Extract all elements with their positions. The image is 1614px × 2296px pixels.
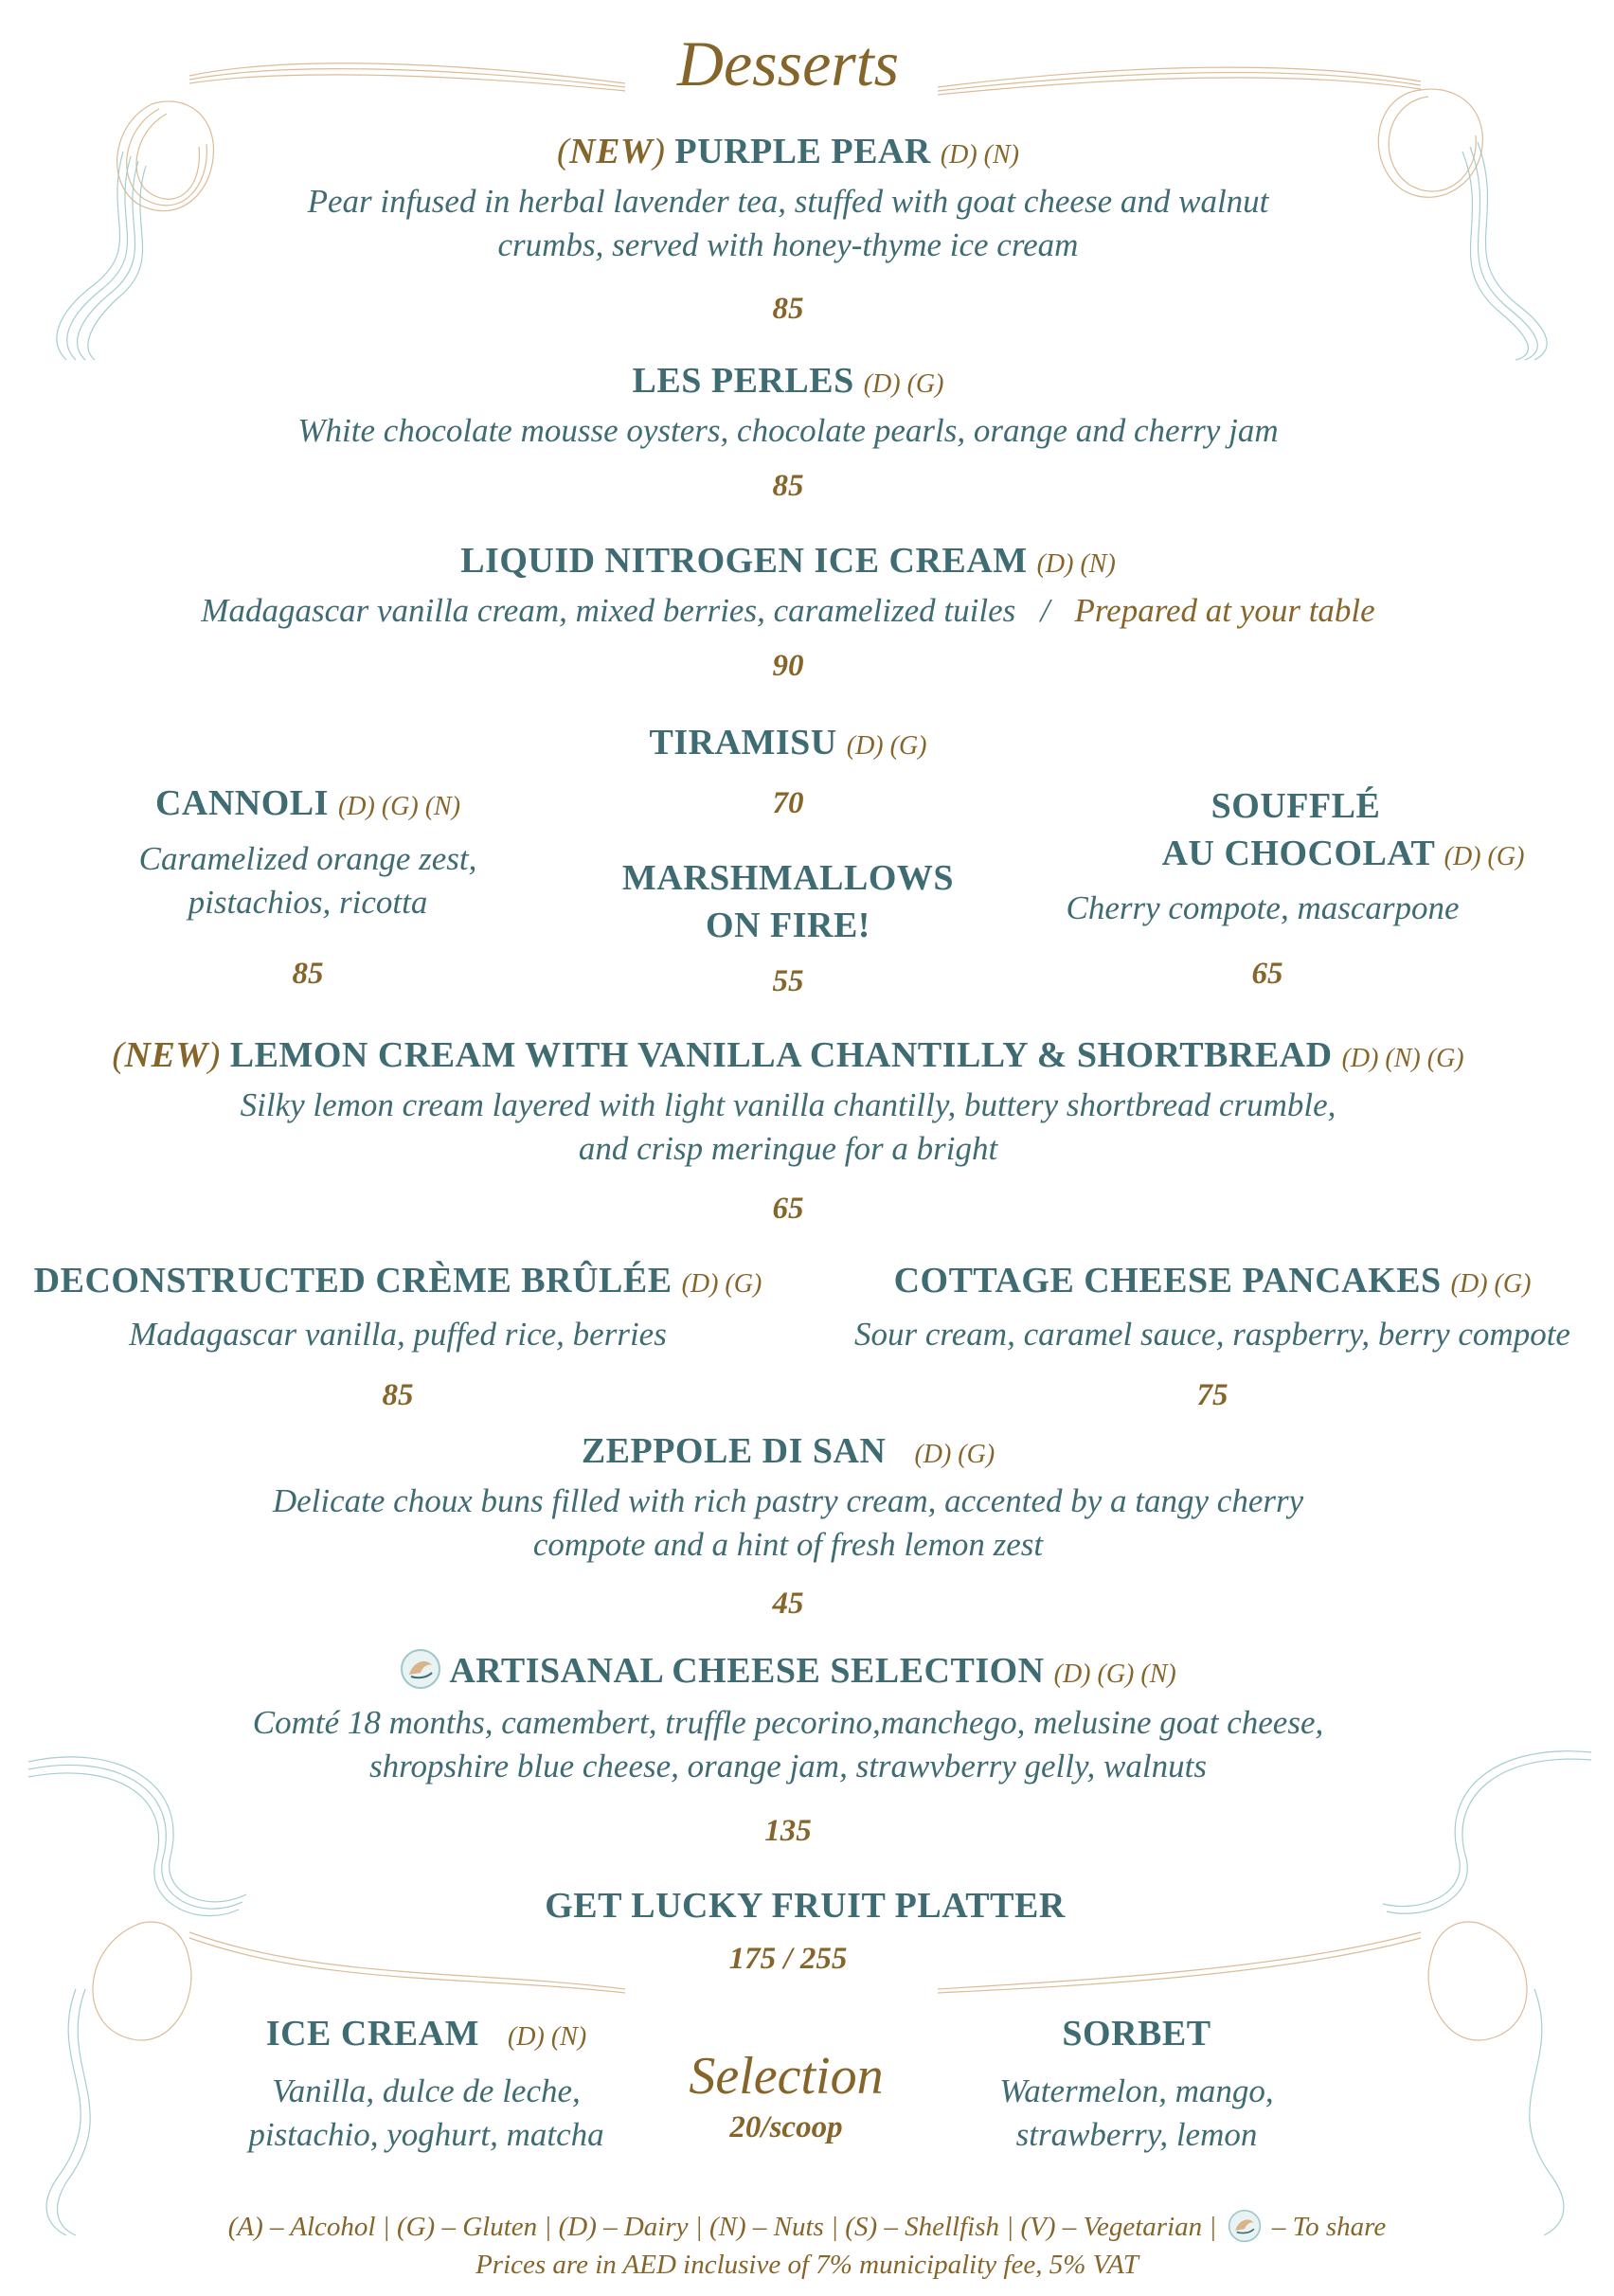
new-badge: NEW [124, 1035, 208, 1075]
item-name: CANNOLI [154, 783, 329, 823]
item-tiramisu [0, 722, 1576, 763]
item-name: ARTISANAL CHEESE SELECTION [449, 1651, 1045, 1691]
item-name: LIQUID NITROGEN ICE CREAM [460, 541, 1028, 581]
item-price: 75 [1196, 1378, 1228, 1412]
preparation-note: Prepared at your table [1074, 592, 1375, 629]
allergen-tags: (D) (G) [846, 731, 927, 761]
item-description: Pear infused in herbal lavender tea, stuffed with goat cheese and walnut [307, 183, 1269, 220]
item-name: LEMON CREAM WITH VANILLA CHANTILLY & SHORTBREAD [229, 1035, 1333, 1075]
item-description: shropshire blue cheese, orange jam, strawvberry gelly, walnuts [369, 1748, 1207, 1785]
item-description: Comté 18 months, camembert, truffle pecorino,manchego, melusine goat cheese, [252, 1704, 1324, 1741]
item-description: Silky lemon cream layered with light vanilla chantilly, buttery shortbread crumble, [240, 1086, 1336, 1123]
item-pancakes [834, 1260, 1591, 1356]
item-description: White chocolate mousse oysters, chocolate pearls, orange and cherry jam [297, 412, 1279, 449]
allergen-tags: (D) (G) [1444, 842, 1525, 871]
item-price: 90 [772, 649, 804, 683]
item-liquid-nitrogen [0, 540, 1576, 633]
item-marshmallows [551, 854, 1025, 949]
item-name: DECONSTRUCTED CRÈME BRÛLÉE [33, 1261, 672, 1300]
allergen-tags: (D) (G) (N) [1053, 1659, 1176, 1689]
item-lemon-cream: (NEW) LEMON CREAM WITH VANILLA CHANTILLY & SHORTBREAD (D) (N) (G) Silky lemon cream layered with light vanilla chantilly, buttery shortbread crumble, and crisp meringue for a bright [0, 1034, 1576, 1171]
to-share-icon [1228, 2209, 1262, 2243]
selection-price: 20/scoop [729, 2110, 843, 2144]
item-price: 55 [772, 964, 804, 998]
item-name: AU CHOCOLAT [1161, 834, 1435, 873]
allergen-tags: (D) (N) [1036, 549, 1116, 579]
item-price: 45 [772, 1587, 804, 1621]
item-name: ICE CREAM [265, 2014, 479, 2054]
to-share-icon [400, 1648, 441, 1690]
prices-note: Prices are in AED inclusive of 7% municipality fee, 5% VAT [475, 2250, 1139, 2280]
item-price: 135 [764, 1814, 812, 1848]
allergen-tags: (D) (G) [1450, 1269, 1532, 1299]
item-price: 85 [772, 292, 804, 326]
allergen-tags: (D) (N) [507, 2022, 587, 2052]
allergen-tags: (D) (G) [681, 1269, 762, 1299]
item-sorbet [900, 2013, 1373, 2157]
item-name: ON FIRE! [706, 906, 870, 945]
item-price: 175 / 255 [728, 1942, 848, 1976]
item-description: compote and a hint of fresh lemon zest [532, 1526, 1044, 1563]
item-creme-brulee [19, 1260, 777, 1356]
item-fruit-platter: GET LUCKY FRUIT PLATTER [545, 1886, 1066, 1926]
allergen-tags: (D) (G) [863, 369, 944, 399]
item-description: Caramelized orange zest, [138, 840, 477, 877]
page-title: Desserts [676, 27, 900, 99]
item-name: PURPLE PEAR [674, 132, 931, 171]
item-name: ZEPPOLE DI SAN [581, 1431, 887, 1471]
item-name: TIRAMISU [649, 723, 837, 762]
legend-share-text: – To share [1271, 2212, 1387, 2242]
item-cannoli [95, 782, 521, 924]
item-price: 85 [382, 1378, 414, 1412]
item-description: Cherry compote, mascarpone [1066, 889, 1460, 926]
allergen-tags: (D) (N) (G) [1341, 1044, 1464, 1073]
allergen-tags: (D) (G) [914, 1440, 995, 1469]
item-description: Delicate choux buns filled with rich pastry cream, accented by a tangy cherry [272, 1482, 1304, 1519]
item-souffle [1049, 782, 1542, 930]
new-badge: NEW [569, 132, 654, 171]
item-description: strawberry, lemon [1015, 2116, 1258, 2153]
item-description: Watermelon, mango, [999, 2072, 1274, 2109]
item-purple-pear: (NEW) PURPLE PEAR (D) (N) Pear infused in herbal lavender tea, stuffed with goat cheese and walnut crumbs, served with honey-thyme ice cream [0, 131, 1576, 267]
item-price: 85 [772, 469, 804, 503]
item-price: 70 [772, 786, 804, 820]
item-cheese-selection [0, 1648, 1576, 1788]
selection-label: Selection [689, 2047, 884, 2106]
item-name: SOUFFLÉ [1210, 786, 1381, 826]
allergen-tags: (D) (G) (N) [337, 792, 461, 821]
item-name: MARSHMALLOWS [621, 858, 955, 898]
selection-block [644, 2046, 928, 2145]
item-description: Madagascar vanilla cream, mixed berries, caramelized tuiles [201, 592, 1016, 629]
item-price: 65 [772, 1192, 804, 1226]
separator: / [1040, 592, 1050, 629]
item-ice-cream [189, 2013, 663, 2157]
item-description: pistachios, ricotta [188, 884, 428, 921]
allergen-legend [0, 2209, 1614, 2243]
item-description: Vanilla, dulce de leche, [272, 2072, 581, 2109]
item-zeppole [0, 1430, 1576, 1567]
item-name: LES PERLES [632, 361, 854, 401]
item-description: pistachio, yoghurt, matcha [248, 2116, 604, 2153]
item-price: 65 [1251, 957, 1283, 991]
item-les-perles [0, 360, 1576, 453]
allergen-tags: (D) (N) [940, 140, 1020, 170]
item-price: 85 [292, 957, 324, 991]
item-description: and crisp meringue for a bright [578, 1130, 998, 1167]
legend-text: (A) – Alcohol | (G) – Gluten | (D) – Dairy | (N) – Nuts | (S) – Shellfish | (V) – Vegetarian | [227, 2212, 1217, 2242]
item-name: COTTAGE CHEESE PANCAKES [893, 1261, 1442, 1300]
item-description: Sour cream, caramel sauce, raspberry, berry compote [854, 1316, 1570, 1353]
item-description: crumbs, served with honey-thyme ice cream [497, 226, 1079, 263]
item-description: Madagascar vanilla, puffed rice, berries [129, 1316, 667, 1353]
item-name: SORBET [1062, 2014, 1211, 2054]
